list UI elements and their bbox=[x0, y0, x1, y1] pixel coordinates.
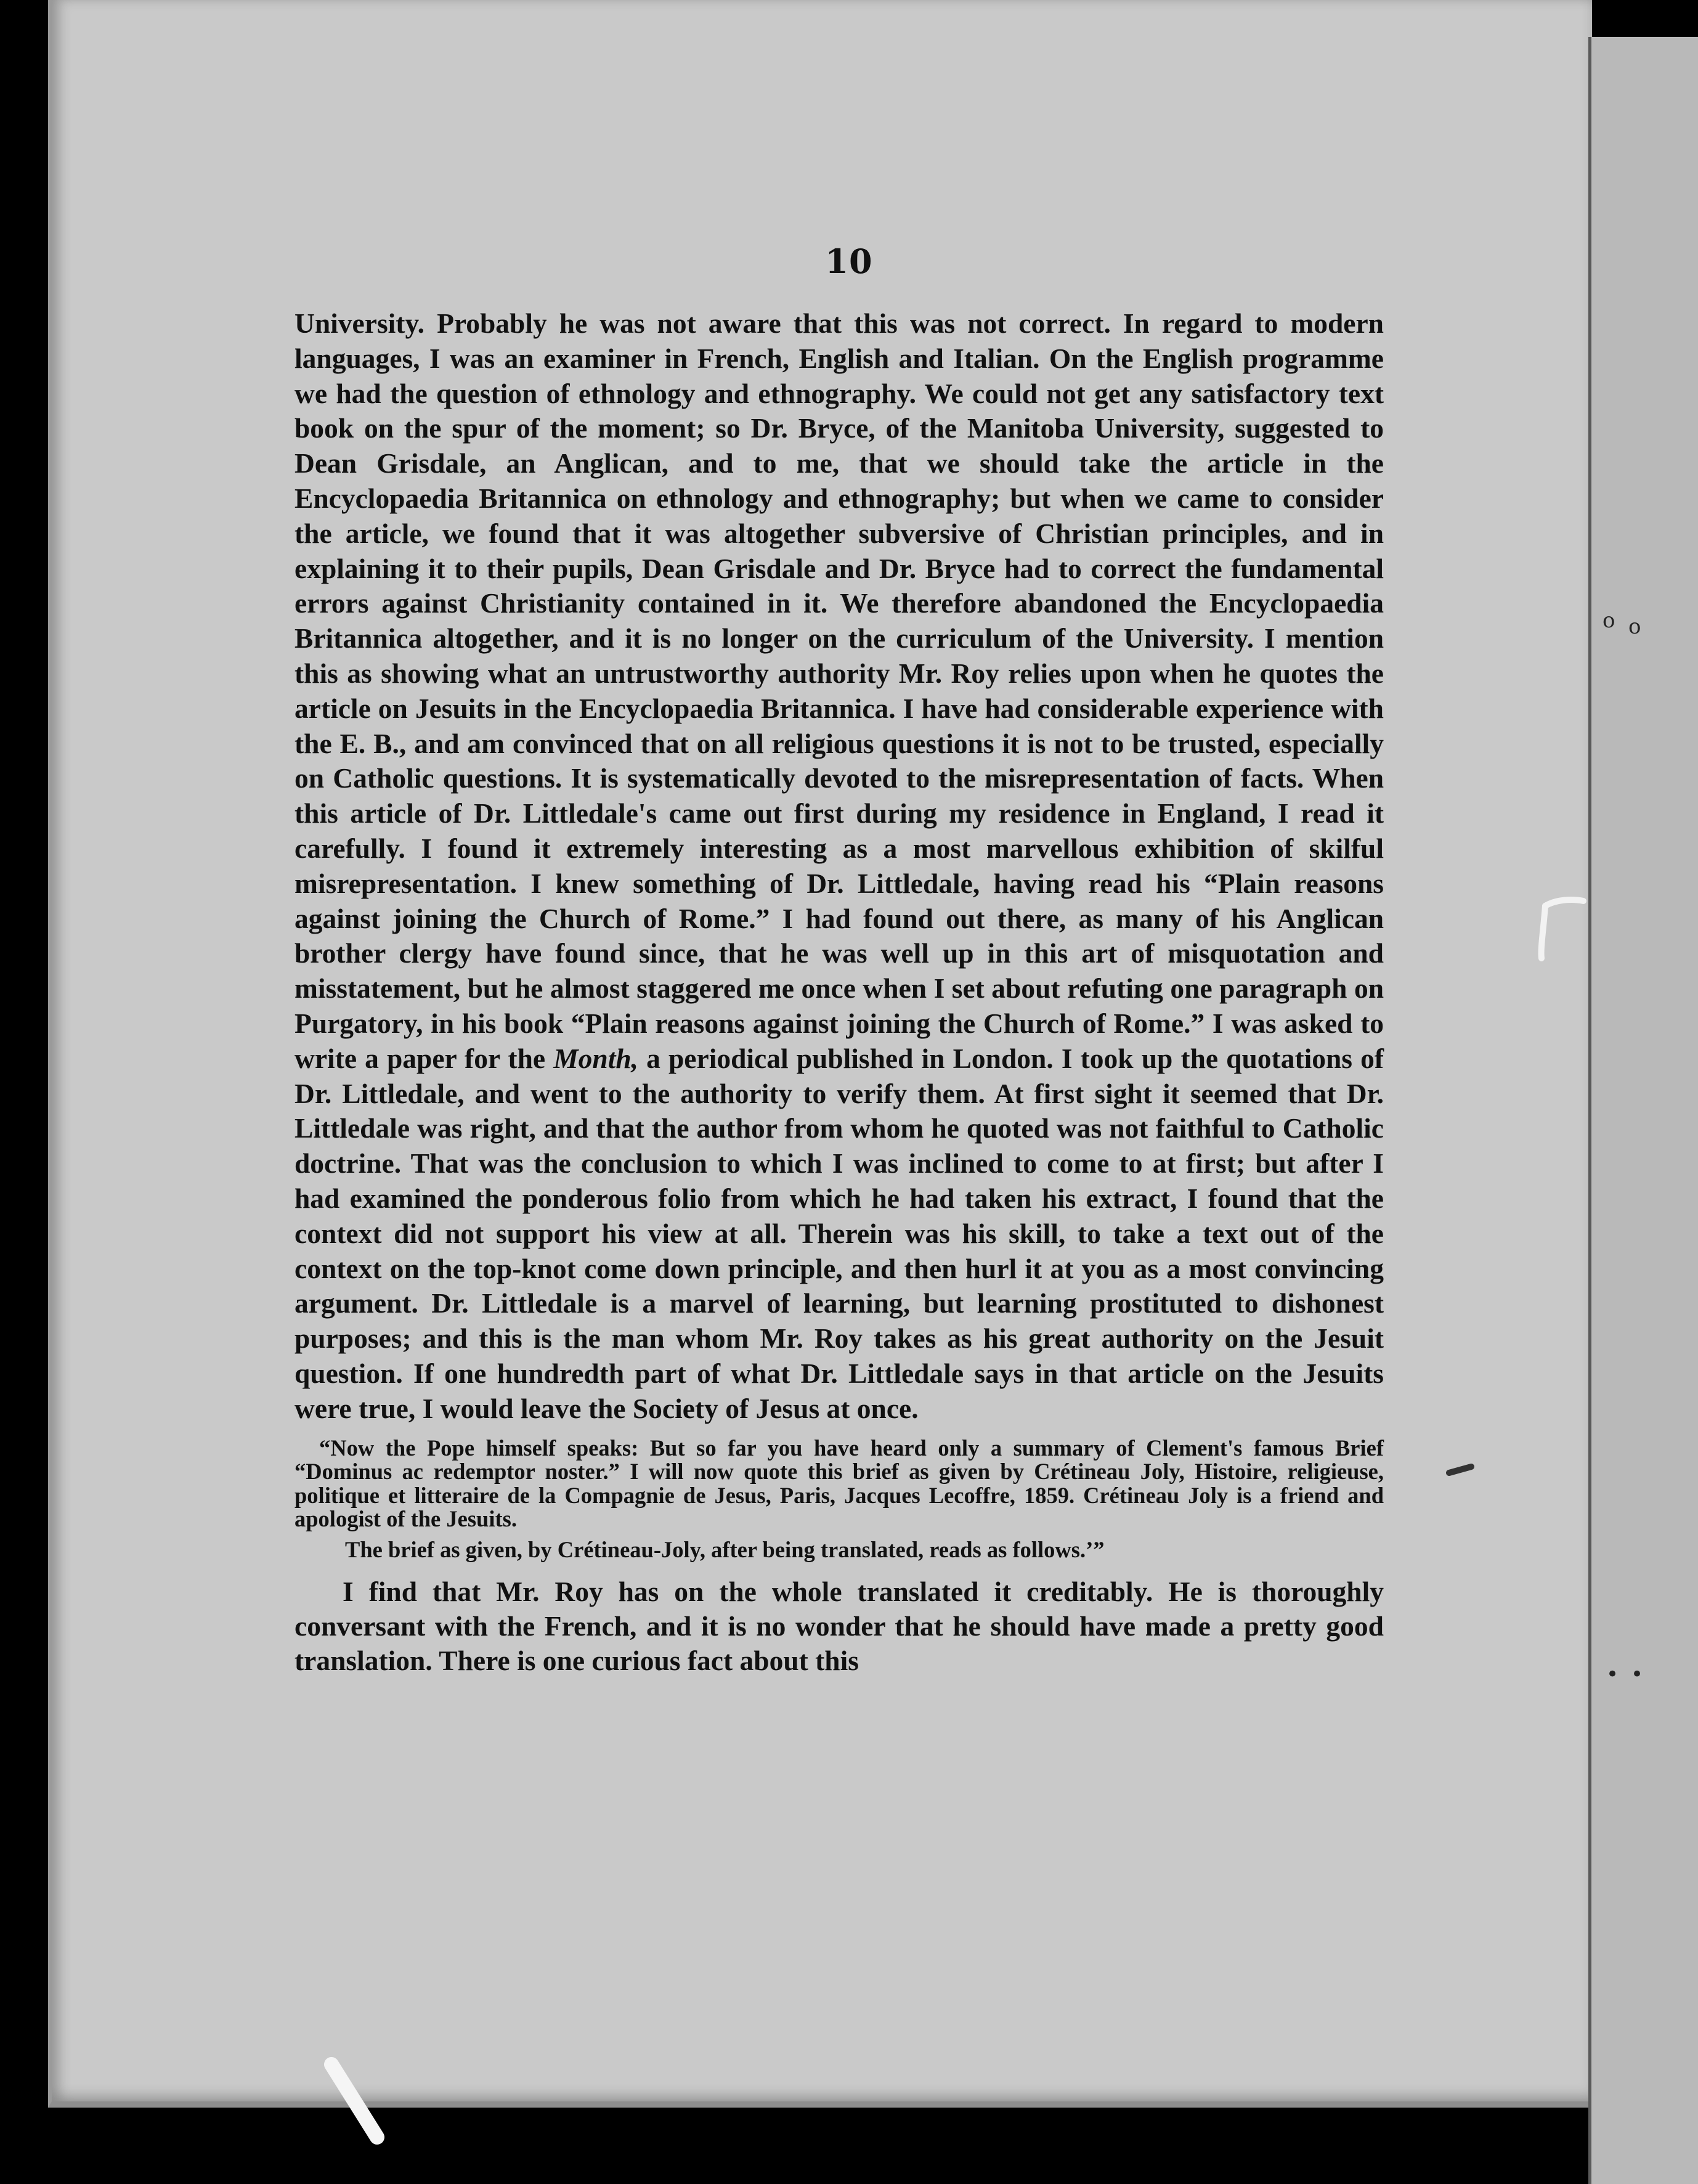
body-text-continued: a periodical published in London. I took up the quotations of Dr. Littledale, and went to the authority to verify them. At first sight it seemed that Dr. Littledale was right, and that the author from whom he quoted was not faithful to Catholic doctrine. That was the conclusion to which I was inclined to come to at first; but after I had examined the ponderous folio from which he had taken his extract, I found that the context did not support his view at all. Therein was his skill, to take a text out of the context on the top-knot come down principle, and then hurl it at you as a most convincing argument. Dr. Littledale is a marvel of learning, but learning prostituted to dishonest purposes; and this is the man whom Mr. Roy takes as his great authority on the Jesuit question. If one hundredth part of what Dr. Littledale says in that article on the Jesuits were true, I would leave the Society of Jesus at once. bbox=[295, 1042, 1384, 1424]
quoted-passage: “Now the Pope himself speaks: But so far you have heard only a summary of Clement's famous Brief “Dominus ac redemptor noster.” I will now quote this brief as given by Crétineau Joly, Histoire, religieuse, politique et litteraire de la Compagnie de Jesus, Paris, Jacques Lecoffre, 1859. Crétineau Joly is a friend and apologist of the Jesuits. bbox=[295, 1435, 1384, 1531]
margin-bracket-mark bbox=[1545, 900, 1583, 906]
page-text bbox=[295, 306, 1384, 1678]
edge-mark: • bbox=[1606, 1662, 1619, 1687]
edge-mark: o bbox=[1628, 614, 1641, 639]
page-number: 10 bbox=[825, 242, 873, 281]
edge-mark: o bbox=[1603, 608, 1615, 633]
closing-paragraph: I find that Mr. Roy has on the whole translated it creditably. He is thoroughly conversant with the French, and it is no wonder that he should have made a pretty good translation. There is one curious fact about this bbox=[295, 1575, 1384, 1676]
paper-tear-mark bbox=[331, 2064, 377, 2137]
margin-bracket-mark bbox=[1542, 906, 1545, 958]
edge-mark: • bbox=[1631, 1662, 1644, 1687]
periodical-title: Month, bbox=[553, 1042, 639, 1074]
body-text: University. Probably he was not aware that this was not correct. In regard to modern languages, I was an examiner in French, English and Italian. On the English programme we had the question of ethnology and ethnography. We could not get any satisfactory text book on the spur of the moment; so Dr. Bryce, of the Manitoba University, suggested to Dean Grisdale, an Anglican, and to me, that we should take the article in the Encyclopaedia Britannica on ethnology and ethnography; but when we came to consider the article, we found that it was altogether subversive of Christian principles, and in explaining it to their pupils, Dean Grisdale and Dr. Bryce had to correct the fundamental errors against Christianity contained in it. We therefore abandoned the Encyclopaedia Britannica altogether, and it is no longer on the curriculum of the University. I mention this as showing what an untrustworthy authority Mr. Roy relies upon when he quotes the article on Jesuits in the Encyclopaedia Britannica. I have had considerable experience with the E. B., and am convinced that on all religious questions it is not to be trusted, especially on Catholic questions. It is systematically devoted to the misrepresentation of facts. When this article of Dr. Littledale's came out first during my residence in England, I read it carefully. I found it extremely interesting as a most marvellous exhibition of skilful misrepresentation. I knew something of Dr. Littledale, having read his “Plain reasons against joining the Church of Rome.” I had found out there, as many of his Anglican brother clergy have found since, that he was well up in this art of misquotation and misstatement, but he almost staggered me once when I set about refuting one paragraph on Purgatory, in his book “Plain reasons against joining the Church of Rome.” I was asked to write a paper for the bbox=[295, 308, 1384, 1074]
quoted-passage-end: The brief as given, by Crétineau-Joly, after being translated, reads as follows.’” bbox=[345, 1536, 1105, 1562]
ink-blot bbox=[1449, 1467, 1471, 1473]
body-paragraph bbox=[295, 306, 1384, 1427]
